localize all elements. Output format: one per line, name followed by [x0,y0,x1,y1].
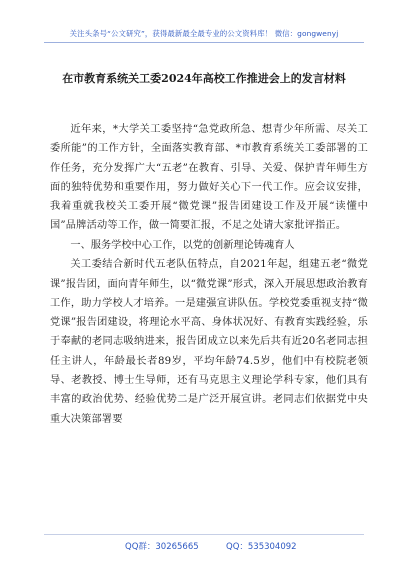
header-divider [44,42,364,43]
qq-group-text: QQ群：30265665 [125,542,199,552]
qq-contact-text: QQ：535304092 [226,542,297,552]
promo-footer [0,538,408,556]
document-title: 在市教育系统关工委2024年高校工作推进会上的发言材料 [62,72,346,85]
footer-divider [44,534,364,535]
section-heading: 一、服务学校中心工作，以党的创新理论铸魂育人 [70,239,295,251]
section-paragraph: 关工委结合新时代五老队伍特点，自2021年起，组建五老“微党课”报告团，面向青年师生，以“微党课”形式，深入开展思想政治教育工作，助力学校人才培养。一是建强宣讲队伍。学校党委重视支持“微党课”报告团建设，将理论水平高、身体状况好、有教育实践经验，乐于奉献的老同志吸纳进来，报告团成立以来先后共有近20名老同志担任主讲人，年龄最长者89岁，平均年龄74.5岁，他们中有校院老领导、老教授、博士生导师，还有马克思主义理论学科专家，他们具有丰富的政治优势、经验优势二是广泛开展宣讲。老同志们依据党中央重大决策部署要 [50,259,368,425]
document-body [50,120,368,429]
promo-header [0,0,408,62]
intro-paragraph: 近年来，*大学关工委坚持“急党政所急、想青少年所需、尽关工委所能”的工作方针，全面落实教育部、*市教育系统关工委部署的工作任务，充分发挥广大“五老”在教育、引导、关爱、保护青年师生方面的独特优势和重要作用，努力做好关心下一代工作。应会议安排，我着重就我校关工委开展“微党课”报告团建设工作及开展“读懂中国”品牌活动等工作，做一简要汇报，不足之处请大家批评指正。 [50,124,368,232]
promo-text: 关注头条号“公文研究”，获得最新最全最专业的公文资料库！ 微信：gongwenyj [69,29,339,38]
